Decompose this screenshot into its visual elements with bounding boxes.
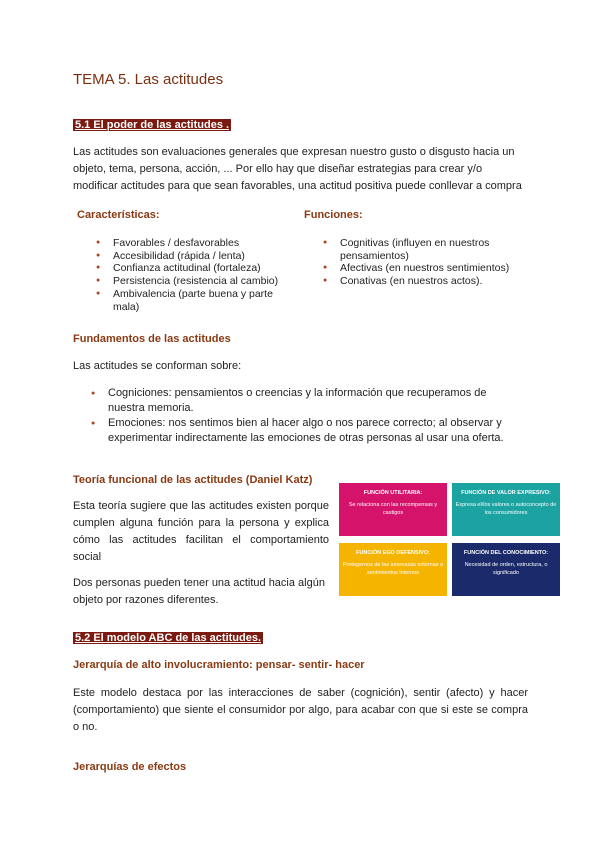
list-item: ● Afectivas (en nuestros sentimientos) — [323, 262, 518, 275]
list-item: ● Emociones: nos sentimos bien al hacer algo o nos parece correcto; al observar y experimentar indirectamente las emociones de otras personas al usar una oferta. — [91, 416, 526, 446]
abc-paragraph: Este modelo destaca por las interacciones de saber (cognición), sentir (afecto) y hacer (comportamiento) que siente el consumidor por algo, para acabar con que si este se compra o no. — [73, 687, 528, 733]
list-item: ● Favorables / desfavorables — [96, 237, 296, 250]
page-title: TEMA 5. Las actitudes — [73, 71, 224, 88]
box-title: FUNCIÓN UTILITARIA: — [363, 490, 423, 496]
box-text: Protegernos de las amenazas externas o sentimientos internos — [342, 562, 444, 576]
list-item: ● Accesibilidad (rápida / lenta) — [96, 250, 296, 263]
fundamentos-heading: Fundamentos de las actitudes — [73, 333, 231, 345]
list-item: ● Cognitivas (influyen en nuestros pensamientos) — [323, 237, 518, 262]
section-heading-1: 5.1 El poder de las actitudes . — [75, 119, 230, 131]
box-title: FUNCIÓN DE VALOR EXPRESIVO: — [461, 490, 551, 496]
list-item: ● Ambivalencia (parte buena y parte mala) — [96, 288, 273, 313]
box-title: FUNCIÓN DEL CONOCIMIENTO: — [463, 550, 549, 556]
box-text: Necesidad de orden, estructura, o significado — [464, 562, 548, 576]
funcion-utilitaria-box — [339, 483, 447, 536]
katz-paragraph-2: Dos personas pueden tener una actitud hacia algún objeto por razones diferentes. — [73, 577, 325, 606]
list-item: ● Conativas (en nuestros actos). — [323, 275, 518, 288]
caracteristicas-heading: Características: — [77, 209, 160, 221]
fundamentos-list — [91, 386, 526, 446]
list-item: ● Cogniciones: pensamientos o creencias y la información que recuperamos de nuestra memoria. — [91, 386, 526, 416]
box-title: FUNCIÓN EGO DEFENSIVO: — [356, 550, 430, 556]
caracteristicas-list — [96, 237, 296, 313]
funciones-heading: Funciones: — [304, 209, 363, 221]
jerarquia-alto-heading: Jerarquía de alto involucramiento: pensar- sentir- hacer — [73, 659, 365, 671]
funciones-list — [323, 237, 518, 288]
katz-heading: Teoría funcional de las actitudes (Daniel Katz) — [73, 474, 313, 486]
jerarquias-efectos-heading: Jerarquías de efectos — [73, 761, 187, 773]
section-heading-2: 5.2 El modelo ABC de las actitudes. — [75, 632, 262, 644]
box-text: Se relaciona con las recompensas y castigos — [348, 502, 438, 516]
list-item: ● Persistencia (resistencia al cambio) — [96, 275, 296, 288]
box-text: Expresa el/los valores o autoconcepto de los consumidores — [455, 502, 557, 516]
funcion-valor-expresivo-box — [452, 483, 560, 536]
fundamentos-intro: Las actitudes se conforman sobre: — [73, 360, 242, 372]
katz-paragraph-1: Esta teoría sugiere que las actitudes existen porque cumplen alguna función para la persona y explica cómo las actitudes facilitan el comportamiento social — [73, 500, 329, 563]
list-item: ● Confianza actitudinal (fortaleza) — [96, 262, 296, 275]
intro-paragraph: Las actitudes son evaluaciones generales que expresan nuestro gusto o disgusto hacia un objeto, tema, persona, acción, ... Por ello hay que diseñar estrategias para crear y/o modificar actitudes para que sean favorables, una actitud positiva puede conllevar a compra — [73, 146, 522, 192]
funcion-conocimiento-box — [452, 543, 560, 596]
funcion-ego-defensivo-box — [339, 543, 447, 596]
